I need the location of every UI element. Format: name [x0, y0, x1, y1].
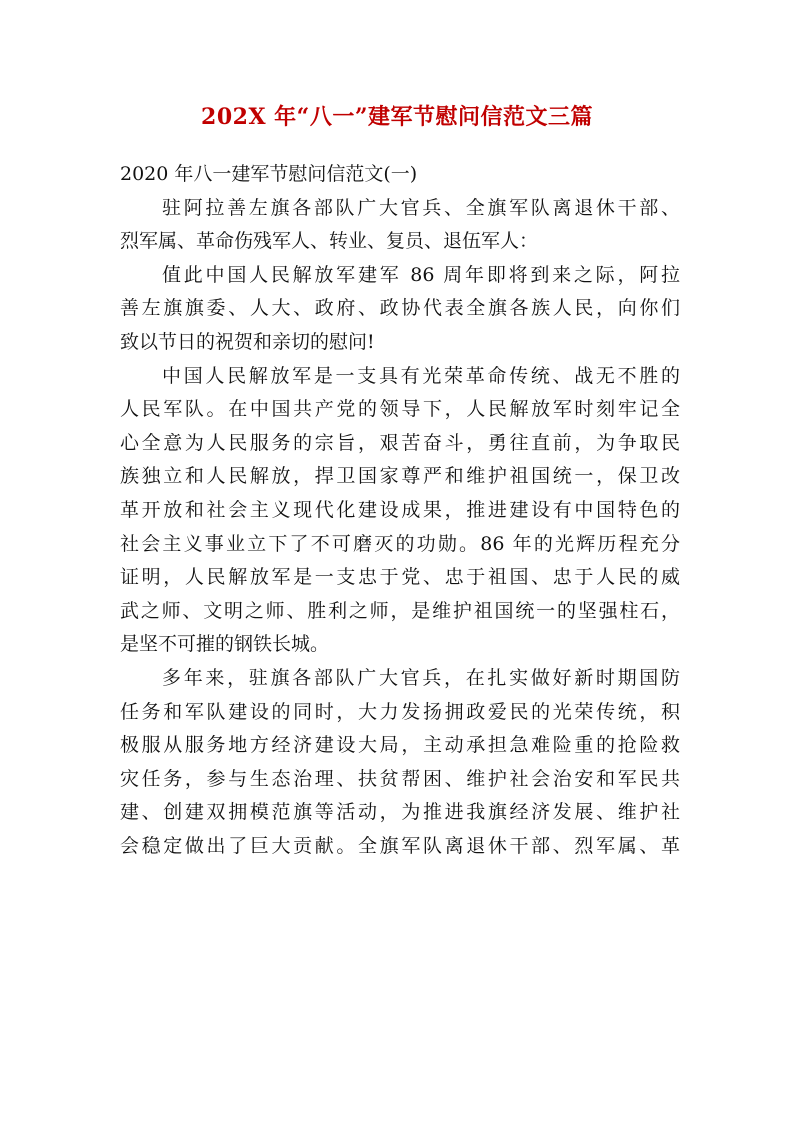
- text-line: 极服从服务地方经济建设大局，主动承担急难险重的抢险救: [120, 734, 680, 757]
- text-line: 心全意为人民服务的宗旨，艰苦奋斗，勇往直前，为争取民: [120, 431, 680, 454]
- text-line: 2020 年八一建军节慰问信范文(一): [120, 163, 418, 185]
- text-line: 武之师、文明之师、胜利之师，是维护祖国统一的坚强柱石，: [120, 599, 680, 622]
- text-line: 烈军属、革命伤残军人、转业、复员、退伍军人：: [120, 230, 539, 253]
- text-line: 人民军队。在中国共产党的领导下，人民解放军时刻牢记全: [120, 398, 680, 421]
- text-line: 致以节日的祝贺和亲切的慰问!: [120, 330, 375, 353]
- text-line: 善左旗旗委、人大、政府、政协代表全旗各族人民，向你们: [120, 297, 680, 320]
- text-line: 值此中国人民解放军建军 86 周年即将到来之际，阿拉: [162, 263, 680, 286]
- text-line: 族独立和人民解放，捍卫国家尊严和维护祖国统一，保卫改: [120, 465, 680, 488]
- text-line: 是坚不可摧的钢铁长城。: [120, 633, 330, 656]
- document-title: 202X 年“八一”建军节慰问信范文三篇: [201, 104, 593, 130]
- text-line: 多年来，驻旗各部队广大官兵，在扎实做好新时期国防: [162, 666, 680, 689]
- text-line: 革开放和社会主义现代化建设成果，推进建设有中国特色的: [120, 498, 680, 521]
- text-line: 中国人民解放军是一支具有光荣革命传统、战无不胜的: [162, 364, 680, 387]
- text-line: 灾任务，参与生态治理、扶贫帮困、维护社会治安和军民共: [120, 767, 680, 790]
- text-line: 驻阿拉善左旗各部队广大官兵、全旗军队离退休干部、: [162, 196, 680, 219]
- text-line: 社会主义事业立下了不可磨灭的功勋。86 年的光辉历程充分: [120, 532, 680, 555]
- text-line: 证明，人民解放军是一支忠于党、忠于祖国、忠于人民的威: [120, 566, 680, 589]
- text-line: 任务和军队建设的同时，大力发扬拥政爱民的光荣传统，积: [120, 700, 680, 723]
- text-line: 会稳定做出了巨大贡献。全旗军队离退休干部、烈军属、革: [120, 834, 680, 857]
- document-body: [120, 158, 680, 863]
- text-line: 建、创建双拥模范旗等活动，为推进我旗经济发展、维护社: [120, 801, 680, 824]
